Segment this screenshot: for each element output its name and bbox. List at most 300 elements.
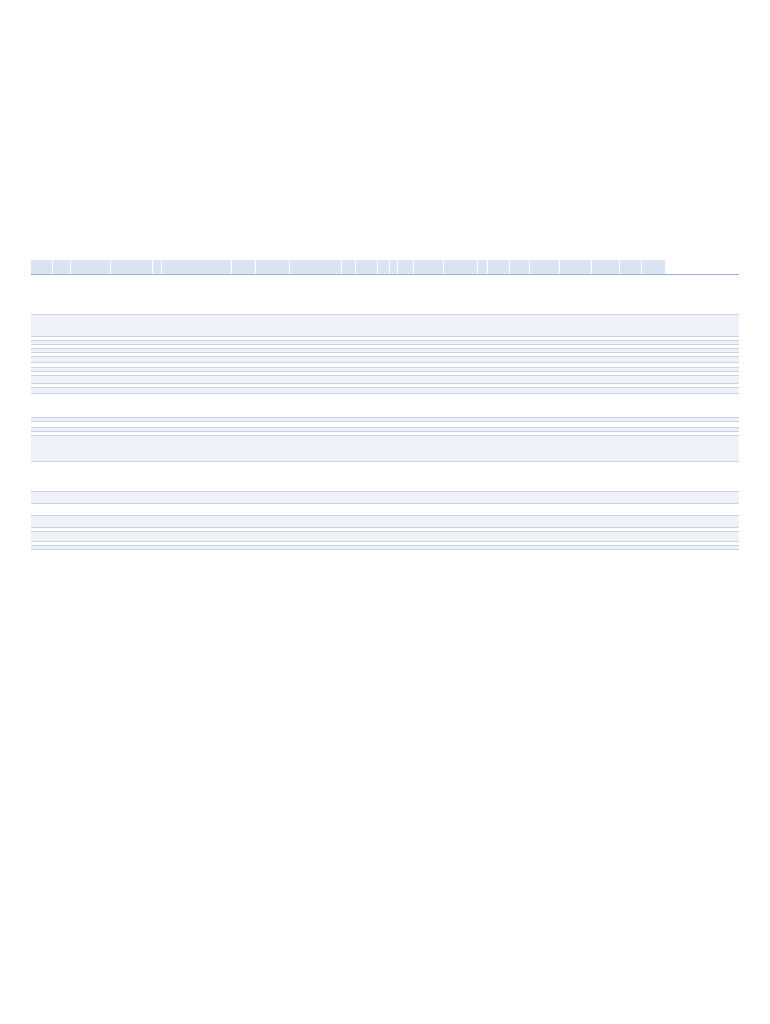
table-cell	[232, 363, 256, 367]
table-cell	[356, 363, 378, 367]
email-link-cell[interactable]	[53, 349, 71, 352]
email-link-cell[interactable]	[478, 528, 488, 531]
column-header[interactable]	[390, 260, 398, 274]
table-cell	[356, 542, 378, 545]
table-cell	[111, 428, 153, 431]
table-cell	[162, 315, 232, 336]
table-cell	[642, 546, 666, 549]
table-cell	[31, 357, 53, 362]
table-cell	[592, 428, 620, 431]
email-link-cell[interactable]	[53, 388, 71, 393]
email-link-cell[interactable]	[478, 376, 488, 383]
table-cell	[31, 516, 53, 527]
table-cell	[530, 528, 560, 531]
table-cell	[111, 384, 153, 387]
table-cell	[356, 349, 378, 352]
email-link-cell[interactable]	[53, 532, 71, 541]
table-cell	[111, 388, 153, 393]
email-link-cell[interactable]	[478, 345, 488, 348]
table-cell	[444, 532, 478, 541]
table-cell	[530, 532, 560, 541]
table-cell	[444, 394, 478, 417]
column-header[interactable]	[488, 260, 510, 274]
email-link-cell[interactable]	[53, 546, 71, 549]
email-link-cell[interactable]	[478, 432, 488, 435]
column-header[interactable]	[642, 260, 666, 274]
table-cell	[232, 436, 256, 461]
table-cell	[530, 542, 560, 545]
table-cell	[560, 532, 592, 541]
table-cell	[398, 341, 414, 344]
table-cell	[398, 372, 414, 375]
table-cell	[290, 504, 342, 515]
table-cell	[444, 418, 478, 421]
table-cell	[530, 353, 560, 356]
table-cell	[111, 368, 153, 371]
table-cell	[560, 422, 592, 427]
table-cell	[398, 422, 414, 427]
table-cell	[31, 337, 53, 340]
table-cell	[642, 353, 666, 356]
table-cell	[510, 353, 530, 356]
table-cell	[153, 368, 162, 371]
table-cell	[290, 422, 342, 427]
email-link-cell[interactable]	[53, 384, 71, 387]
table-cell	[111, 372, 153, 375]
table-cell	[642, 357, 666, 362]
table-cell	[510, 492, 530, 503]
table-cell	[488, 394, 510, 417]
table-cell	[642, 363, 666, 367]
table-cell	[444, 528, 478, 531]
table-cell	[71, 422, 111, 427]
table-cell	[71, 349, 111, 352]
table-cell	[414, 516, 444, 527]
table-cell	[378, 372, 390, 375]
table-cell	[31, 492, 53, 503]
table-cell	[620, 388, 642, 393]
table-cell	[31, 532, 53, 541]
column-header[interactable]	[444, 260, 478, 274]
table-cell	[560, 372, 592, 375]
table-cell	[444, 546, 478, 549]
table-cell	[390, 432, 398, 435]
table-cell	[592, 418, 620, 421]
table-cell	[153, 353, 162, 356]
table-cell	[560, 394, 592, 417]
email-link-cell[interactable]	[53, 376, 71, 383]
table-cell	[488, 368, 510, 371]
table-cell	[390, 418, 398, 421]
table-cell	[390, 315, 398, 336]
email-link-cell[interactable]	[53, 363, 71, 367]
table-cell	[488, 436, 510, 461]
table-cell	[642, 436, 666, 461]
column-header[interactable]	[620, 260, 642, 274]
table-cell	[290, 384, 342, 387]
table-cell	[560, 275, 592, 314]
email-link-cell[interactable]	[53, 492, 71, 503]
table-cell	[414, 275, 444, 314]
email-link-cell[interactable]	[53, 516, 71, 527]
table-cell	[390, 349, 398, 352]
email-link-cell[interactable]	[53, 345, 71, 348]
table-cell	[162, 394, 232, 417]
table-cell	[560, 384, 592, 387]
table-cell	[642, 418, 666, 421]
table-cell	[592, 542, 620, 545]
email-link-cell[interactable]	[478, 546, 488, 549]
table-cell	[378, 418, 390, 421]
table-cell	[356, 492, 378, 503]
column-header[interactable]	[232, 260, 256, 274]
table-cell	[592, 363, 620, 367]
table-cell	[290, 345, 342, 348]
table-cell	[560, 418, 592, 421]
column-header[interactable]	[153, 260, 162, 274]
column-header[interactable]	[356, 260, 378, 274]
table-cell	[444, 368, 478, 371]
column-header[interactable]	[290, 260, 342, 274]
table-cell	[530, 436, 560, 461]
table-cell	[256, 275, 290, 314]
table-cell	[592, 349, 620, 352]
table-cell	[414, 363, 444, 367]
table-cell	[232, 504, 256, 515]
email-link-cell[interactable]	[478, 422, 488, 427]
table-cell	[31, 394, 53, 417]
table-cell	[290, 394, 342, 417]
table-cell	[414, 492, 444, 503]
table-cell	[356, 546, 378, 549]
table-cell	[390, 363, 398, 367]
table-cell	[290, 418, 342, 421]
email-link-cell[interactable]	[478, 532, 488, 541]
table-cell	[642, 372, 666, 375]
table-cell	[31, 546, 53, 549]
table-cell	[378, 363, 390, 367]
table-row[interactable]	[31, 492, 739, 504]
table-cell	[530, 345, 560, 348]
table-cell	[488, 492, 510, 503]
email-link-cell[interactable]	[53, 432, 71, 435]
table-cell	[620, 384, 642, 387]
column-header[interactable]	[530, 260, 560, 274]
email-link-cell[interactable]	[53, 275, 71, 314]
table-cell	[111, 353, 153, 356]
email-link-cell[interactable]	[53, 504, 71, 515]
table-cell	[356, 504, 378, 515]
email-link-cell[interactable]	[53, 315, 71, 336]
email-link-cell[interactable]	[53, 436, 71, 461]
table-row[interactable]	[31, 504, 739, 516]
table-cell	[356, 436, 378, 461]
table-cell	[256, 462, 290, 491]
table-cell	[111, 542, 153, 545]
table-row[interactable]	[31, 546, 739, 550]
table-cell	[290, 315, 342, 336]
table-cell	[378, 275, 390, 314]
email-link-cell[interactable]	[478, 516, 488, 527]
table-cell	[342, 504, 356, 515]
email-link-cell[interactable]	[478, 388, 488, 393]
email-link-cell[interactable]	[478, 315, 488, 336]
table-cell	[342, 516, 356, 527]
table-row[interactable]	[31, 394, 739, 418]
column-header[interactable]	[53, 260, 71, 274]
table-cell	[71, 532, 111, 541]
table-cell	[530, 384, 560, 387]
email-link-cell[interactable]	[53, 528, 71, 531]
email-link-cell[interactable]	[478, 353, 488, 356]
table-cell	[356, 462, 378, 491]
table-cell	[642, 432, 666, 435]
table-cell	[560, 388, 592, 393]
column-header[interactable]	[256, 260, 290, 274]
column-header[interactable]	[560, 260, 592, 274]
table-cell	[153, 428, 162, 431]
table-cell	[71, 337, 111, 340]
column-header[interactable]	[478, 260, 488, 274]
table-cell	[560, 345, 592, 348]
table-cell	[510, 436, 530, 461]
table-cell	[290, 432, 342, 435]
email-link-cell[interactable]	[478, 363, 488, 367]
table-cell	[290, 341, 342, 344]
column-header[interactable]	[342, 260, 356, 274]
table-cell	[510, 275, 530, 314]
table-cell	[390, 384, 398, 387]
table-cell	[390, 504, 398, 515]
table-cell	[256, 384, 290, 387]
table-cell	[356, 432, 378, 435]
table-cell	[510, 363, 530, 367]
table-cell	[290, 462, 342, 491]
table-cell	[356, 315, 378, 336]
table-cell	[488, 418, 510, 421]
email-link-cell[interactable]	[53, 422, 71, 427]
table-cell	[620, 394, 642, 417]
table-cell	[153, 532, 162, 541]
table-cell	[31, 275, 53, 314]
table-cell	[488, 275, 510, 314]
email-link-cell[interactable]	[478, 372, 488, 375]
email-link-cell[interactable]	[53, 353, 71, 356]
table-cell	[153, 384, 162, 387]
table-row[interactable]	[31, 516, 739, 528]
table-cell	[111, 422, 153, 427]
table-cell	[510, 532, 530, 541]
table-cell	[414, 353, 444, 356]
email-link-cell[interactable]	[53, 372, 71, 375]
table-cell	[31, 462, 53, 491]
email-link-cell[interactable]	[53, 357, 71, 362]
email-link-cell[interactable]	[53, 418, 71, 421]
email-link-cell[interactable]	[478, 349, 488, 352]
table-cell	[378, 462, 390, 491]
table-cell	[390, 357, 398, 362]
table-cell	[444, 504, 478, 515]
table-cell	[642, 315, 666, 336]
table-row[interactable]	[31, 275, 739, 315]
email-link-cell[interactable]	[478, 542, 488, 545]
email-link-cell[interactable]	[478, 384, 488, 387]
table-cell	[256, 428, 290, 431]
table-cell	[390, 275, 398, 314]
table-cell	[342, 418, 356, 421]
email-link-cell[interactable]	[478, 275, 488, 314]
table-cell	[111, 516, 153, 527]
table-cell	[256, 368, 290, 371]
email-link-cell[interactable]	[478, 418, 488, 421]
table-cell	[153, 372, 162, 375]
email-link-cell[interactable]	[53, 394, 71, 417]
header-row	[31, 260, 739, 275]
table-cell	[232, 394, 256, 417]
table-cell	[162, 528, 232, 531]
table-cell	[488, 357, 510, 362]
table-cell	[592, 546, 620, 549]
table-cell	[111, 315, 153, 336]
table-cell	[290, 436, 342, 461]
table-cell	[378, 345, 390, 348]
column-header[interactable]	[111, 260, 153, 274]
table-cell	[488, 428, 510, 431]
table-cell	[398, 492, 414, 503]
table-cell	[111, 492, 153, 503]
table-cell	[162, 516, 232, 527]
table-cell	[290, 368, 342, 371]
table-cell	[162, 428, 232, 431]
table-cell	[530, 394, 560, 417]
email-link-cell[interactable]	[53, 428, 71, 431]
table-cell	[642, 341, 666, 344]
table-cell	[488, 372, 510, 375]
column-header[interactable]	[592, 260, 620, 274]
table-cell	[111, 341, 153, 344]
table-cell	[620, 462, 642, 491]
table-cell	[232, 422, 256, 427]
table-cell	[398, 357, 414, 362]
table-cell	[444, 275, 478, 314]
email-link-cell[interactable]	[53, 337, 71, 340]
table-cell	[71, 542, 111, 545]
table-cell	[378, 528, 390, 531]
table-cell	[290, 363, 342, 367]
table-cell	[390, 345, 398, 348]
table-cell	[642, 388, 666, 393]
table-cell	[153, 516, 162, 527]
table-cell	[620, 345, 642, 348]
column-header[interactable]	[414, 260, 444, 274]
email-link-cell[interactable]	[53, 368, 71, 371]
table-cell	[232, 345, 256, 348]
table-cell	[560, 462, 592, 491]
email-link-cell[interactable]	[478, 492, 488, 503]
table-cell	[620, 349, 642, 352]
table-cell	[592, 368, 620, 371]
table-cell	[488, 516, 510, 527]
column-header[interactable]	[71, 260, 111, 274]
table-cell	[530, 432, 560, 435]
table-cell	[390, 341, 398, 344]
email-link-cell[interactable]	[478, 337, 488, 340]
table-cell	[256, 337, 290, 340]
email-link-cell[interactable]	[478, 341, 488, 344]
table-cell	[256, 432, 290, 435]
table-cell	[488, 345, 510, 348]
email-link-cell[interactable]	[53, 341, 71, 344]
table-row[interactable]	[31, 436, 739, 462]
table-cell	[414, 436, 444, 461]
column-header[interactable]	[31, 260, 53, 274]
table-cell	[560, 349, 592, 352]
table-cell	[510, 428, 530, 431]
table-cell	[560, 546, 592, 549]
email-link-cell[interactable]	[478, 504, 488, 515]
table-cell	[592, 436, 620, 461]
table-cell	[560, 436, 592, 461]
table-cell	[620, 353, 642, 356]
email-link-cell[interactable]	[478, 462, 488, 491]
table-cell	[342, 542, 356, 545]
email-link-cell[interactable]	[53, 542, 71, 545]
email-link-cell[interactable]	[478, 368, 488, 371]
email-link-cell[interactable]	[478, 357, 488, 362]
table-cell	[414, 462, 444, 491]
email-link-cell[interactable]	[478, 428, 488, 431]
table-cell	[232, 532, 256, 541]
table-cell	[488, 363, 510, 367]
table-cell	[111, 432, 153, 435]
table-cell	[560, 363, 592, 367]
table-cell	[414, 432, 444, 435]
column-header[interactable]	[378, 260, 390, 274]
column-header[interactable]	[162, 260, 232, 274]
table-cell	[592, 394, 620, 417]
table-cell	[620, 372, 642, 375]
table-cell	[620, 275, 642, 314]
table-row[interactable]	[31, 376, 739, 384]
table-cell	[153, 432, 162, 435]
table-cell	[232, 542, 256, 545]
table-cell	[71, 432, 111, 435]
table-cell	[378, 532, 390, 541]
column-header[interactable]	[510, 260, 530, 274]
table-cell	[620, 532, 642, 541]
table-cell	[232, 353, 256, 356]
table-cell	[162, 337, 232, 340]
table-cell	[290, 376, 342, 383]
email-link-cell[interactable]	[53, 462, 71, 491]
table-cell	[232, 372, 256, 375]
table-cell	[592, 372, 620, 375]
column-header[interactable]	[398, 260, 414, 274]
table-cell	[530, 341, 560, 344]
table-cell	[642, 428, 666, 431]
table-cell	[530, 422, 560, 427]
table-row[interactable]	[31, 315, 739, 337]
table-cell	[153, 504, 162, 515]
table-cell	[560, 528, 592, 531]
email-link-cell[interactable]	[478, 394, 488, 417]
table-cell	[111, 462, 153, 491]
table-row[interactable]	[31, 462, 739, 492]
table-cell	[31, 315, 53, 336]
email-link-cell[interactable]	[478, 436, 488, 461]
table-row[interactable]	[31, 532, 739, 542]
table-cell	[31, 353, 53, 356]
